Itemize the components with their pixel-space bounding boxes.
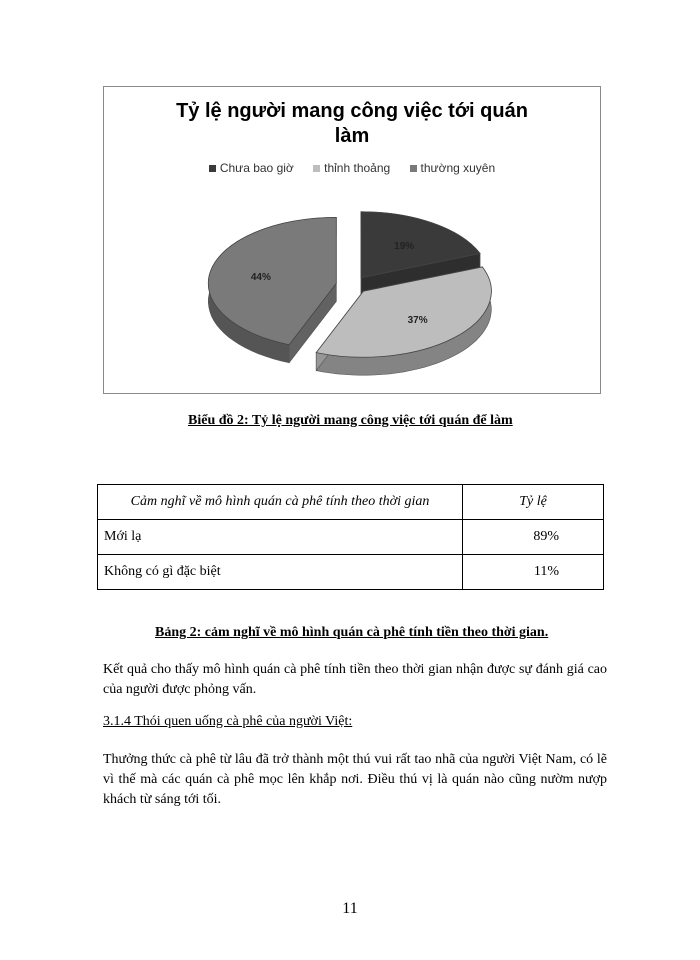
table-cell: 11% bbox=[463, 555, 604, 590]
legend-label: Chưa bao giờ bbox=[219, 161, 294, 175]
pie-plot bbox=[104, 87, 600, 393]
table-header-row bbox=[98, 485, 604, 520]
chart-caption: Biểu đồ 2: Tỷ lệ người mang công việc tới quán để làm bbox=[188, 413, 513, 428]
table-row bbox=[98, 555, 604, 590]
table-cell: 89% bbox=[463, 520, 604, 555]
legend-label: thường xuyên bbox=[420, 161, 496, 175]
table-header-cell: Cảm nghĩ về mô hình quán cà phê tính theo thời gian bbox=[98, 485, 463, 520]
table-cell: Mới lạ bbox=[98, 520, 463, 555]
pie-slice-label: 44% bbox=[250, 271, 271, 283]
pie-chart bbox=[103, 86, 601, 394]
legend-label: thỉnh thoảng bbox=[324, 161, 391, 175]
pie-slice bbox=[208, 217, 336, 362]
paragraph: Thưởng thức cà phê từ lâu đã trở thành một thú vui rất tao nhã của người Việt Nam, có lẽ vì thế mà các quán cà phê mọc lên khắp nơi. Điều thú vị là quán nào cũng nườm nượp khách từ sáng tới tối. bbox=[103, 752, 607, 807]
pie-slice-label: 37% bbox=[407, 315, 428, 327]
table-header-cell: Tỷ lệ bbox=[463, 485, 604, 520]
chart-title-line-1: Tỷ lệ người mang công việc tới quán bbox=[176, 100, 528, 122]
opinion-table bbox=[97, 484, 604, 590]
paragraph: Kết quả cho thấy mô hình quán cà phê tính tiền theo thời gian nhận được sự đánh giá cao của người được phỏng vấn. bbox=[103, 662, 607, 697]
table-cell: Không có gì đặc biệt bbox=[98, 555, 463, 590]
chart-title-line-2: làm bbox=[334, 125, 370, 147]
table-row bbox=[98, 520, 604, 555]
section-heading: 3.1.4 Thói quen uống cà phê của người Việt: bbox=[103, 714, 353, 729]
pie-slice bbox=[316, 267, 491, 375]
pie-slice-label: 19% bbox=[394, 240, 415, 252]
table-caption: Bảng 2: cảm nghĩ về mô hình quán cà phê tính tiền theo thời gian. bbox=[155, 625, 549, 640]
page-number: 11 bbox=[342, 900, 358, 917]
